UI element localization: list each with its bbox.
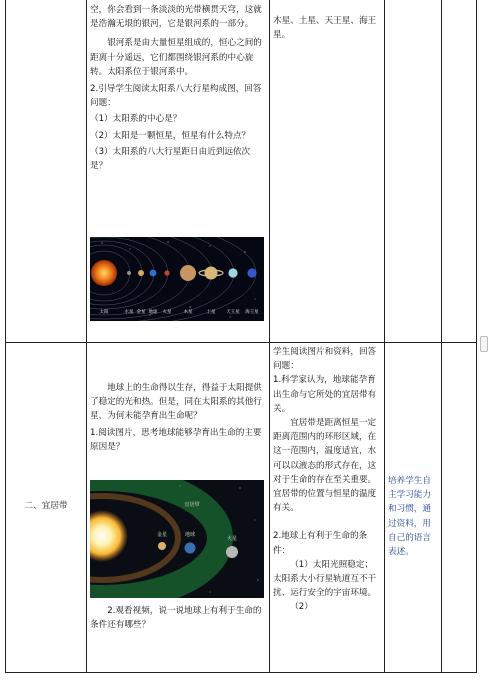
table-border-right [476, 0, 477, 673]
hz-label-venus: 金星 [156, 532, 168, 538]
table-border-bottom [5, 672, 477, 673]
question-1: （1）太阳系的中心是？ [90, 114, 182, 125]
earth-dot [185, 543, 196, 554]
earth-graphic [150, 270, 157, 277]
video-task: 2.观看视频，说一说地球上有利于生命的条件还有哪些？ [90, 606, 262, 631]
habitable-zone-definition: 宜居带是距离恒星一定距离范围内的环形区域，在这一范围内，温度适宜，水可以以液态的形式存在，这对于生命的存在至关重要。 [273, 418, 377, 485]
student-answer-1: 1.科学家认为，地球能孕育出生命与它所处的宜居带有关。 [273, 375, 377, 414]
section-title: 二、宜居带 [24, 501, 68, 511]
section-label [6, 499, 86, 513]
venus-graphic [138, 270, 144, 276]
guide-question-intro: 2.引导学生阅读太阳系八大行星构成图，回答问题： [90, 84, 262, 109]
uranus-graphic [228, 268, 237, 277]
question-3: （3）太阳系的八大行星距日由近到远依次是？ [90, 146, 251, 172]
habitable-zone-position: 宜居带的位置与恒星的温度有关。 [273, 489, 377, 514]
label-jupiter: 木星 [183, 310, 193, 315]
table-row-divider [5, 342, 477, 343]
table-col-divider-2 [269, 0, 270, 673]
row1-student-cell [273, 14, 381, 42]
mars-graphic [164, 270, 169, 275]
table-col-divider-4 [441, 0, 442, 673]
habitable-zone-image [90, 480, 264, 598]
row2-activity-cell [90, 381, 266, 454]
label-mars: 火星 [162, 310, 172, 315]
label-sun: 太阳 [99, 310, 109, 315]
mars-dot [226, 546, 238, 558]
label-neptune: 海王星 [245, 310, 259, 315]
student-read-prompt: 学生阅读图片和资料，回答问题： [273, 347, 377, 372]
row1-activity-cell [90, 3, 266, 173]
table-border-left [5, 0, 6, 673]
solar-system-image [90, 237, 264, 321]
sun-graphic [91, 260, 117, 286]
scrollbar-handle[interactable] [480, 336, 488, 352]
galaxy-text-2: 银河系是由大量恒星组成的，恒心之间的距离十分遥远，它们都围绕银河系的中心旋转。太阳系位于银河系中。 [90, 38, 262, 77]
reading-task: 1.阅读图片，思考地球能够孕育出生命的主要原因是？ [90, 427, 262, 452]
label-uranus: 天王星 [226, 310, 240, 315]
label-venus: 金星 [136, 310, 146, 315]
design-intent: 培养学生自主学习能力和习惯，通过资料，用自己的语言表述。 [388, 476, 431, 558]
question-2: （2）太阳是一颗恒星，恒星有什么特点？ [90, 130, 251, 141]
label-earth: 地球 [148, 310, 158, 315]
life-intro-text: 地球上的生命得以生存，得益于太阳提供了稳定的光和热。但是，同在太阳系的其他行星，为何未能孕育出生命呢？ [90, 383, 262, 422]
jupiter-graphic [180, 265, 196, 281]
label-mercury: 水星 [124, 310, 134, 315]
row2-intent-cell [388, 474, 438, 559]
venus-dot [158, 542, 166, 550]
life-condition-1: （1）太阳光照稳定；太阳系大小行星轨道互不干扰、运行安全的宇宙环境。 [273, 559, 377, 599]
life-conditions-heading: 2.地球上有利于生命的条件： [273, 531, 368, 556]
label-saturn: 土星 [206, 310, 216, 315]
neptune-graphic [247, 268, 256, 277]
row2-student-cell [273, 345, 381, 615]
table-col-divider-1 [86, 0, 87, 673]
galaxy-text-1: 空，你会看到一条淡淡的光带横贯天穹，这就是浩瀚无垠的银河，它是银河系的一部分。 [90, 5, 262, 30]
life-condition-2: （2） [290, 602, 313, 613]
hz-label-earth: 地球 [184, 532, 196, 538]
zone-label: 宜居带 [184, 502, 200, 508]
planet-order-answer: 木星、土星、天王星、海王星。 [273, 16, 377, 41]
mercury-graphic [127, 271, 131, 275]
row2-video-task-cell [90, 604, 266, 632]
hz-label-mars: 火星 [226, 536, 238, 542]
table-col-divider-3 [384, 0, 385, 673]
